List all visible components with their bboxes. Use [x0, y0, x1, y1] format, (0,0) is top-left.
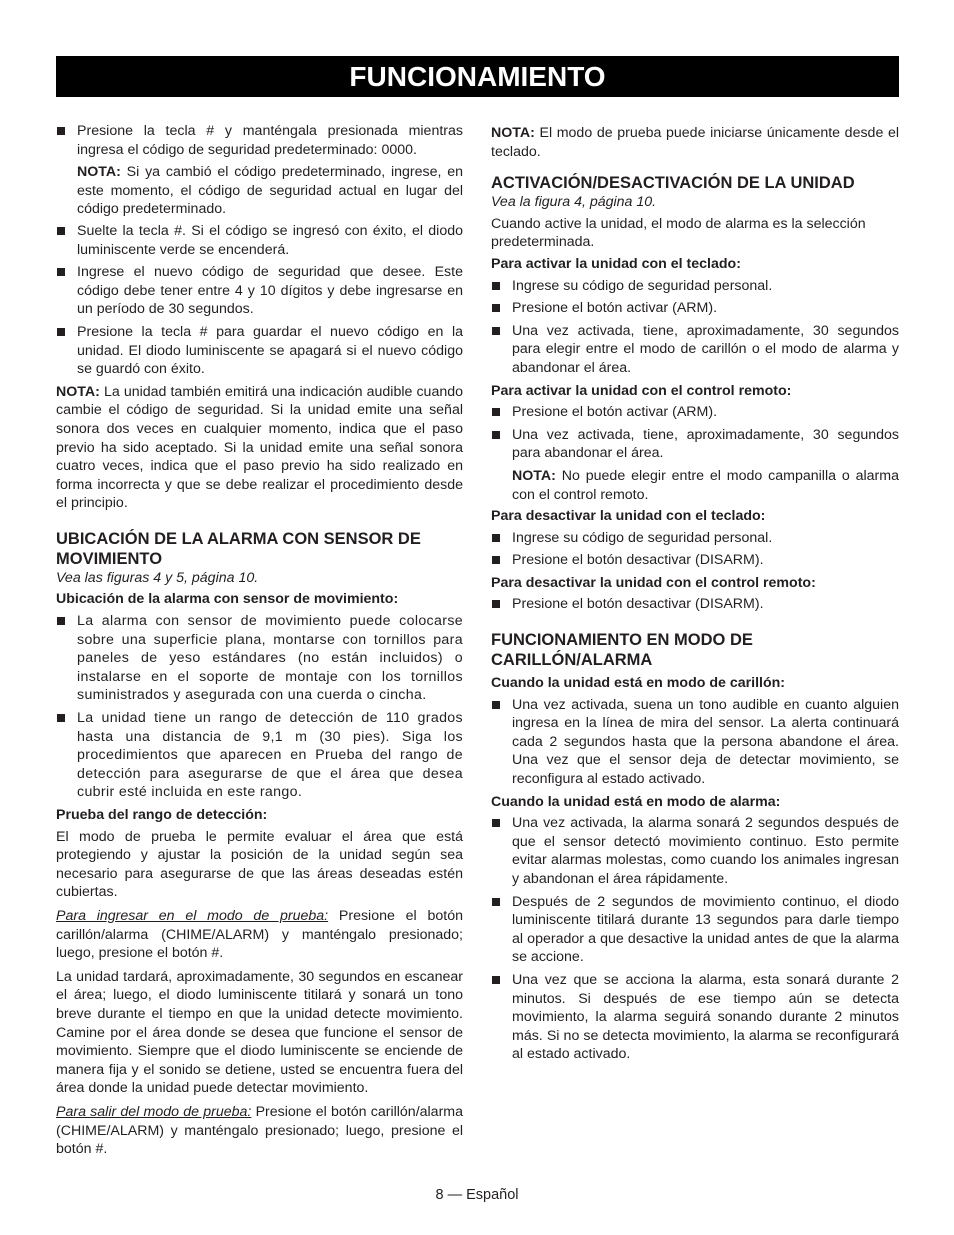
list-item: Suelte la tecla #. Si el código se ingresó con éxito, el diodo luminiscente verde se encenderá. [56, 222, 463, 259]
note-text: No puede elegir entre el modo campanilla o alarma con el control remoto. [512, 467, 899, 503]
instruction-label: Para salir del modo de prueba: [56, 1103, 252, 1120]
paragraph [56, 907, 463, 963]
note-label: NOTA: [512, 467, 556, 484]
list-item: Una vez que se acciona la alarma, esta sonará durante 2 minutos. Si después de ese tiempo aún se detecta movimiento, la alarma seguirá sonando durante 2 minutos más. Si no se detecta movimiento, la alarma se reconfigurará al estado activado. [491, 971, 899, 1064]
subheading: Cuando la unidad está en modo de carillón: [491, 675, 786, 692]
subheading: Para desactivar la unidad con el control remoto: [491, 574, 816, 591]
figure-reference: Vea la figura 4, página 10. [491, 194, 657, 211]
paragraph: La unidad tardará, aproximadamente, 30 segundos en escanear el área; luego, el diodo luminiscente titilará y sonará un tono breve durante el tiempo en que la unidad detecte movimiento. Camine por el área donde se desea que funcione el sensor de movimiento. Siempre que el diodo luminiscente se enciende de manera fija y el sonido se detiene, usted se encuentra fuera del área donde la unidad puede detectar movimiento. [56, 968, 463, 1097]
note-text: La unidad también emitirá una indicación audible cuando cambie el código de seguridad. Si la unidad emite una señal sonora dos veces en cualquier momento, indica que el paso previo ha sido aceptado. Si la unidad emite una señal sonora cuatro veces, indica que el paso previo ha sido realizado en forma incorrecta y que se debe realizar el procedimiento desde el principio. [56, 383, 463, 512]
section-heading-ubicacion: UBICACIÓN DE LA ALARMA CON SENSOR DE MOVIMIENTO [56, 529, 421, 568]
right-column [491, 124, 899, 1068]
subheading: Cuando la unidad está en modo de alarma: [491, 793, 781, 810]
list-item: Una vez activada, tiene, aproximadamente, 30 segundos para elegir entre el modo de carillón o el modo de alarma y abandonar el área. [491, 322, 899, 378]
list-item: Una vez activada, suena un tono audible en cuanto alguien ingresa en la línea de mira del sensor. La alerta continuará cada 2 segundos hasta que la persona abandone el área. Una vez que el sensor deja de detectar movimiento, se reconfigura al estado activado. [491, 696, 899, 789]
list-item: Una vez activada, la alarma sonará 2 segundos después de que el sensor detectó movimiento continuo. Esto permite evitar alarmas molestas, como cuando los animales ingresan y abandonan el área rápidamente. [491, 814, 899, 888]
subheading: Para activar la unidad con el control remoto: [491, 382, 792, 399]
list-item: Presione el botón desactivar (DISARM). [491, 551, 899, 570]
list-item: Después de 2 segundos de movimiento continuo, el diodo luminiscente titilará durante 13 segundos para darle tiempo al operador a que desactive la unidad antes de que la alarma se accione. [491, 893, 899, 967]
page-footer: 8 — Español [435, 1187, 519, 1203]
list-item: Ingrese el nuevo código de seguridad que desee. Este código debe tener entre 4 y 10 dígitos y debe ingresarse en un período de 30 segundos. [56, 263, 463, 319]
list-item: Una vez activada, tiene, aproximadamente, 30 segundos para abandonar el área. [491, 426, 899, 463]
note-text: Si ya cambió el código predeterminado, ingrese, en este momento, el código de seguridad actual en lugar del código predeterminado. [77, 164, 463, 218]
list-item: Ingrese su código de seguridad personal. [491, 529, 899, 548]
list-item: La alarma con sensor de movimiento puede colocarse sobre una superficie plana, montarse con tornillos para paneles de yeso estándares (no están incluidos) o instalarse en el soporte de montaje con los tornillos suministrados y asegurada con una cuerda o cincha. [56, 612, 463, 705]
subheading: Prueba del rango de detección: [56, 807, 268, 823]
subheading: Ubicación de la alarma con sensor de movimiento: [56, 591, 399, 608]
note-label: NOTA: [56, 383, 100, 400]
note-text: El modo de prueba puede iniciarse únicamente desde el teclado. [491, 125, 899, 160]
list-item: Presione el botón activar (ARM). [491, 403, 899, 422]
note [491, 467, 899, 504]
section-heading-modo: FUNCIONAMIENTO EN MODO DE CARILLÓN/ALARMA [491, 631, 753, 670]
note [56, 383, 463, 513]
note-label: NOTA: [491, 125, 535, 141]
note-label: NOTA: [77, 164, 121, 181]
figure-reference: Vea las figuras 4 y 5, página 10. [56, 569, 259, 586]
paragraph: Cuando active la unidad, el modo de alarma es la selección predeterminada. [491, 215, 866, 251]
instruction-label: Para ingresar en el modo de prueba: [56, 907, 329, 924]
list-item: La unidad tiene un rango de detección de 110 grados hasta una distancia de 9,1 m (30 pies). Siga los procedimientos que aparecen en Prueba del rango de detección para asegurarse de que el área que desea cubrir esté incluida en este rango. [56, 709, 463, 802]
list-item: Presione el botón activar (ARM). [491, 299, 899, 318]
paragraph: El modo de prueba le permite evaluar el área que está protegiendo y ajustar la posición de la unidad según sea necesario para asegurarse de que las áreas deseadas estén cubiertas. [56, 828, 463, 901]
subheading: Para desactivar la unidad con el teclado: [491, 508, 766, 525]
note [56, 163, 463, 219]
section-title-banner: FUNCIONAMIENTO [56, 56, 899, 97]
list-item: Presione la tecla # y manténgala presionada mientras ingresa el código de seguridad predeterminado: 0000. [56, 122, 463, 159]
note [491, 124, 899, 161]
list-item: Presione el botón desactivar (DISARM). [491, 595, 899, 614]
left-column [56, 122, 463, 1162]
instruction-text: Presione el botón carillón/alarma (CHIME/ALARM) y manténgalo presionado; luego, presione el botón #. [56, 1103, 463, 1158]
section-heading-activacion: ACTIVACIÓN/DESACTIVACIÓN DE LA UNIDAD [491, 174, 855, 193]
paragraph [56, 1103, 463, 1159]
list-item: Ingrese su código de seguridad personal. [491, 277, 899, 296]
instruction-text: Presione el botón carillón/alarma (CHIME/ALARM) y manténgalo presionado; luego, presione el botón #. [56, 907, 463, 962]
subheading: Para activar la unidad con el teclado: [491, 255, 741, 272]
list-item: Presione la tecla # para guardar el nuevo código en la unidad. El diodo luminiscente se apagará si el nuevo código se guardó con éxito. [56, 323, 463, 379]
